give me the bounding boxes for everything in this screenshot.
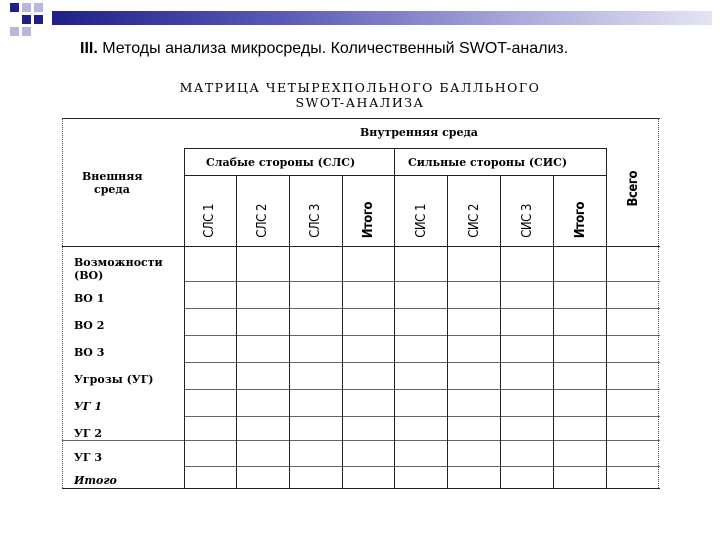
external-env-line: Внешняя bbox=[82, 170, 143, 183]
table-rule bbox=[62, 118, 63, 488]
external-env-label bbox=[82, 170, 142, 196]
weak-group-label: Слабые стороны (СЛС) bbox=[206, 156, 356, 169]
column-header: Итого bbox=[573, 201, 588, 238]
table-rule bbox=[62, 488, 660, 489]
table-rule bbox=[184, 416, 660, 417]
decor-square bbox=[22, 3, 31, 12]
table-rule bbox=[62, 118, 660, 119]
matrix-title-line2: SWOT-АНАЛИЗА bbox=[295, 95, 425, 110]
row-label: ВО 2 bbox=[74, 319, 105, 332]
row-label: УГ 3 bbox=[74, 451, 103, 464]
column-header: СИС 2 bbox=[467, 204, 482, 238]
column-header: Итого bbox=[361, 201, 376, 238]
column-header: СИС 1 bbox=[414, 204, 429, 238]
row-label-line: Возможности bbox=[74, 256, 163, 269]
column-header: СЛС 1 bbox=[202, 204, 217, 238]
internal-env-label: Внутренняя среда bbox=[360, 126, 478, 139]
row-label-line: (ВО) bbox=[74, 269, 104, 282]
total-column-header: Всего bbox=[626, 170, 641, 206]
column-header: СИС 3 bbox=[520, 204, 535, 238]
swot-matrix-scan bbox=[60, 76, 660, 506]
row-label: УГ 1 bbox=[74, 400, 103, 413]
column-headers bbox=[184, 170, 660, 246]
table-rule bbox=[184, 466, 660, 467]
table-rule bbox=[658, 118, 659, 488]
table-rule bbox=[184, 389, 660, 390]
table-rule bbox=[184, 335, 660, 336]
decor-square bbox=[34, 3, 43, 12]
row-label: УГ 2 bbox=[74, 427, 103, 440]
row-label: ВО 1 bbox=[74, 292, 105, 305]
table-rule bbox=[184, 281, 660, 282]
decor-square bbox=[10, 27, 19, 36]
table-rule bbox=[184, 148, 606, 149]
slide-heading bbox=[80, 40, 700, 58]
strong-group-label: Сильные стороны (СИС) bbox=[408, 156, 568, 169]
matrix-title-line1: МАТРИЦА ЧЕТЫРЕХПОЛЬНОГО БАЛЛЬНОГО bbox=[179, 80, 541, 95]
external-env-line: среда bbox=[94, 183, 130, 196]
row-label bbox=[74, 256, 163, 282]
header-gradient-bar bbox=[52, 11, 712, 25]
table-rule bbox=[184, 362, 660, 363]
decor-square bbox=[22, 27, 31, 36]
table-rule bbox=[62, 246, 660, 247]
decor-square bbox=[34, 15, 43, 24]
row-label: Итого bbox=[74, 474, 117, 487]
column-header: СЛС 2 bbox=[255, 204, 270, 238]
decor-square bbox=[10, 3, 19, 12]
column-header: СЛС 3 bbox=[308, 204, 323, 238]
decor-square bbox=[22, 15, 31, 24]
heading-number: III. bbox=[80, 40, 98, 57]
table-rule bbox=[184, 308, 660, 309]
heading-text: Методы анализа микросреды. Количественный SWOT-анализ. bbox=[102, 40, 569, 57]
row-label: ВО 3 bbox=[74, 346, 105, 359]
table-rule bbox=[62, 440, 660, 441]
row-label: Угрозы (УГ) bbox=[74, 373, 154, 386]
